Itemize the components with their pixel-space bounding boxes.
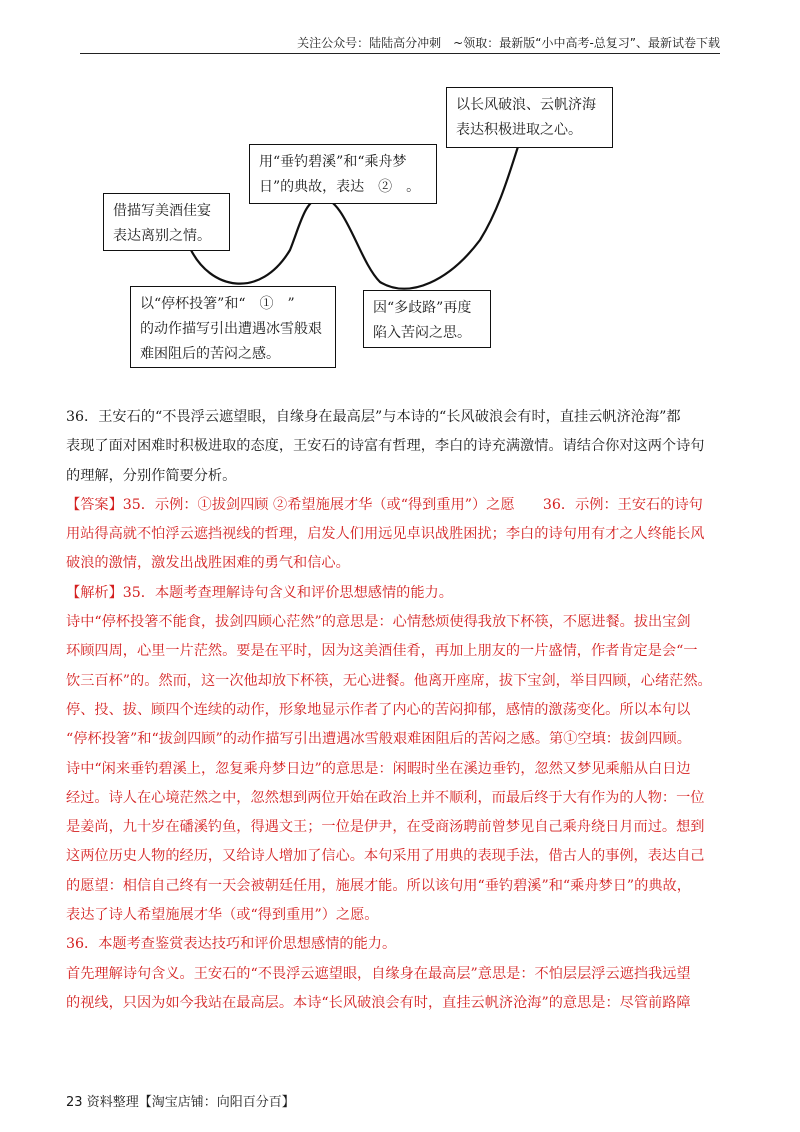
analysis-line: 的愿望：相信自己终有一天会被朝廷任用，施展才能。所以该句用“垂钓碧溪”和“乘舟梦日”的典故， bbox=[66, 877, 691, 894]
analysis-line: 表达了诗人希望施展才华（或“得到重用”）之愿。 bbox=[66, 907, 379, 924]
diagram-box-left bbox=[103, 193, 230, 251]
box-line: 的动作描写引出遭遇冰雪般艰 bbox=[140, 321, 322, 337]
analysis-line: 诗中“停杯投箸不能食，拔剑四顾心茫然”的意思是：心情愁烦使得我放下杯筷，不愿进餐。拔出宝剑 bbox=[66, 614, 691, 631]
diagram-box-top-right bbox=[446, 87, 613, 148]
box-line: 日”的典故，表达 ② 。 bbox=[259, 179, 421, 195]
analysis-line: 诗中“闲来垂钓碧溪上，忽复乘舟梦日边”的意思是：闲暇时坐在溪边垂钓，忽然又梦见乘船从白日边 bbox=[66, 760, 691, 777]
analysis-line: 的视线，只因为如今我站在最高层。本诗“长风破浪会有时，直挂云帆济沧海”的意思是：尽管前路障 bbox=[66, 994, 691, 1011]
box-line: 难困阻后的苦闷之感。 bbox=[140, 346, 280, 362]
answer-line: 破浪的激情，激发出战胜困难的勇气和信心。 bbox=[66, 555, 350, 572]
answer-line: 用站得高就不怕浮云遮挡视线的哲理，启发人们用远见卓识战胜困扰；李白的诗句用有才之人终能长风 bbox=[66, 526, 705, 543]
diagram-box-bottom-right bbox=[363, 290, 491, 348]
box-line: 借描写美酒佳宴 bbox=[113, 203, 211, 219]
answer-line: 【答案】35．示例：①拔剑四顾 ②希望施展才华（或“得到重用”）之愿 36．示例：王安石的诗句 bbox=[66, 496, 703, 513]
diagram-box-bottom-left bbox=[130, 286, 336, 368]
box-line: 用“垂钓碧溪”和“乘舟梦 bbox=[259, 154, 407, 170]
analysis-line: 停、投、拔、顾四个连续的动作，形象地显示作者了内心的苦闷抑郁，感情的激荡变化。所以本句以 bbox=[66, 701, 691, 718]
page-header: 关注公众号：陆陆高分冲刺 ~领取：最新版“小中高考-总复习”、最新试卷下载 bbox=[80, 36, 720, 54]
box-line: 因“多歧路”再度 bbox=[373, 300, 472, 316]
analysis-line: 36．本题考查鉴赏表达技巧和评价思想感情的能力。 bbox=[66, 936, 397, 953]
analysis-line: 环顾四周，心里一片茫然。要是在平时，因为这美酒佳肴，再加上朋友的一片盛情，作者肯定是会“一 bbox=[66, 643, 698, 660]
analysis-line: 这两位历史人物的经历，又给诗人增加了信心。本句采用了用典的表现手法，借古人的事例，表达自己 bbox=[66, 848, 705, 865]
box-line: 陷入苦闷之思。 bbox=[373, 325, 471, 341]
analysis-line: “停杯投箸”和“拔剑四顾”的动作描写引出遭遇冰雪般艰难困阻后的苦闷之感。第①空填：拔剑四顾。 bbox=[66, 731, 691, 748]
box-line: 以长风破浪、云帆济海 bbox=[456, 97, 596, 113]
analysis-line: 【解析】35．本题考查理解诗句含义和评价思想感情的能力。 bbox=[66, 584, 453, 601]
footer-text: 资料整理【淘宝店铺：向阳百分百】 bbox=[86, 1095, 295, 1110]
question-36-line: 36．王安石的“不畏浮云遮望眼，自缘身在最高层”与本诗的“长风破浪会有时，直挂云帆济沧海”都 bbox=[66, 409, 681, 425]
question-36-line: 表现了面对困难时积极进取的态度，王安石的诗富有哲理，李白的诗充满激情。请结合你对这两个诗句 bbox=[66, 438, 705, 455]
analysis-line: 首先理解诗句含义。王安石的“不畏浮云遮望眼，自缘身在最高层”意思是：不怕层层浮云遮挡我远望 bbox=[66, 965, 691, 982]
page-number: 23 bbox=[66, 1095, 83, 1110]
analysis-line: 经过。诗人在心境茫然之中，忽然想到两位开始在政治上并不顺利，而最后终于大有作为的人物：一位 bbox=[66, 789, 705, 806]
box-line: 表达积极进取之心。 bbox=[456, 122, 582, 138]
document-body bbox=[66, 403, 736, 1018]
page-footer bbox=[66, 1091, 295, 1110]
diagram-box-middle bbox=[249, 144, 437, 204]
analysis-line: 是姜尚，九十岁在磻溪钓鱼，得遇文王；一位是伊尹，在受商汤聘前曾梦见自己乘舟绕日月而过。想到 bbox=[66, 819, 705, 836]
question-36-line: 的理解，分别作简要分析。 bbox=[66, 467, 237, 484]
box-line: 以“停杯投箸”和“ ① ” bbox=[140, 296, 295, 312]
box-line: 表达离别之情。 bbox=[113, 228, 211, 244]
analysis-line: 饮三百杯”的。然而，这一次他却放下杯筷，无心进餐。他离开座席，拔下宝剑，举目四顾，心绪茫然。 bbox=[66, 672, 712, 689]
